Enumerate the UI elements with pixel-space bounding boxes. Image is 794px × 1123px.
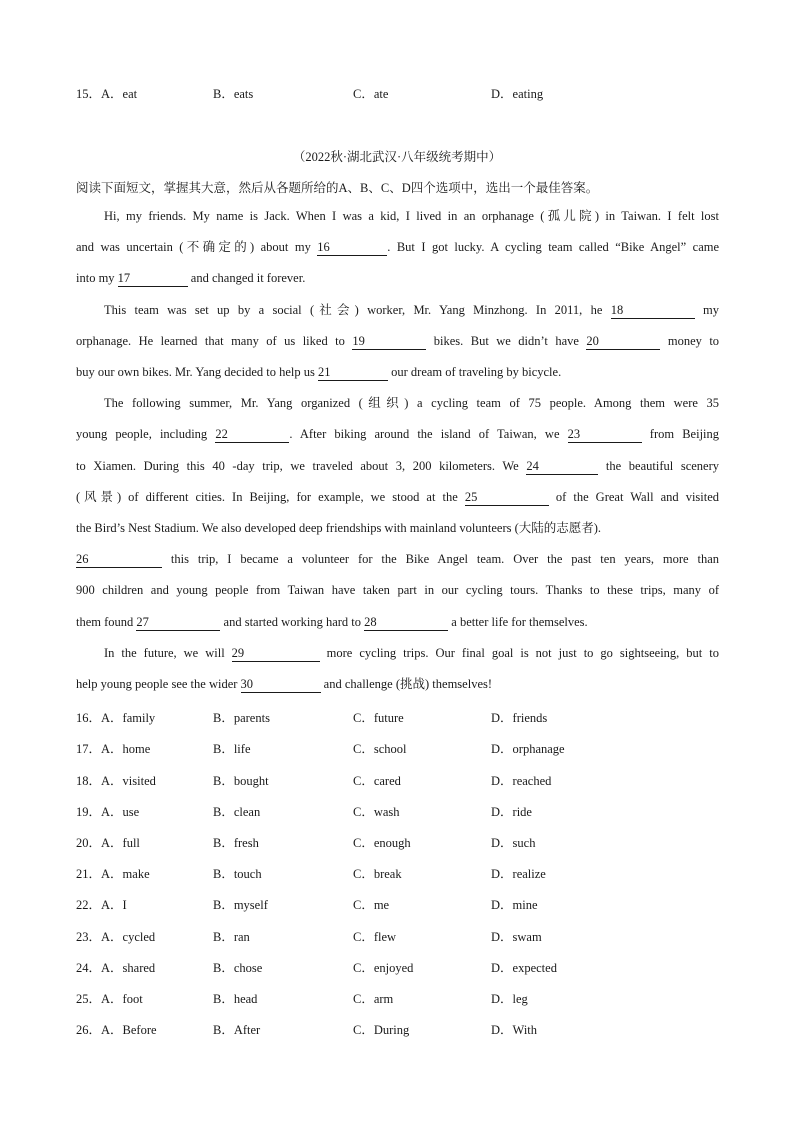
blank-20: 20 <box>586 334 660 350</box>
option-b: B．clean <box>213 805 261 819</box>
question-15-option-a: 15．A．eat <box>76 87 138 101</box>
option-d: D．With <box>491 1023 538 1037</box>
option-a: 20．A．full <box>76 836 140 850</box>
passage-line: and was uncertain (不确定的) about my 16 . But I got lucky. A cycling team called “Bike Angel” came <box>76 240 720 254</box>
option-a: 25．A．foot <box>76 992 143 1006</box>
passage-line: them found 27 and started working hard to 28 a better life for themselves. <box>76 615 588 629</box>
option-d: D．ride <box>491 805 532 819</box>
option-b: B．life <box>213 742 251 756</box>
blank-19: 19 <box>352 334 426 350</box>
blank-30: 30 <box>241 677 321 693</box>
option-d: D．realize <box>491 867 546 881</box>
question-15-option-c: C．ate <box>353 87 389 101</box>
option-b: B．bought <box>213 774 269 788</box>
option-a: 21．A．make <box>76 867 150 881</box>
option-c: C．break <box>353 867 402 881</box>
blank-18: 18 <box>611 303 695 319</box>
option-b: B．ran <box>213 930 250 944</box>
passage-line: to Xiamen. During this 40 -day trip, we traveled about 3, 200 kilometers. We 24 the beautiful scenery <box>76 459 720 473</box>
blank-27: 27 <box>136 615 220 631</box>
passage-line: young people, including 22 . After biking around the island of Taiwan, we 23 from Beijing <box>76 427 720 441</box>
option-c: C．wash <box>353 805 400 819</box>
option-d: D．expected <box>491 961 557 975</box>
question-15-option-b: B．eats <box>213 87 254 101</box>
passage-line: 26 this trip, I became a volunteer for the Bike Angel team. Over the past ten years, more than <box>76 552 719 566</box>
option-a: 22．A．I <box>76 898 127 912</box>
blank-23: 23 <box>568 427 642 443</box>
passage-line: buy our own bikes. Mr. Yang decided to help us 21 our dream of traveling by bicycle. <box>76 365 562 379</box>
option-d: D．swam <box>491 930 542 944</box>
blank-29: 29 <box>232 646 320 662</box>
question-15-option-d: D．eating <box>491 87 544 101</box>
blank-24: 24 <box>526 459 598 475</box>
option-a: 23．A．cycled <box>76 930 156 944</box>
passage-line: The following summer, Mr. Yang organized (组织) a cycling team of 75 people. Among them were 35 <box>104 396 719 410</box>
option-c: C．arm <box>353 992 394 1006</box>
passage-line: (风景) of different cities. In Beijing, for example, we stood at the 25 of the Great Wall and visited <box>76 490 720 504</box>
option-b: B．parents <box>213 711 270 725</box>
blank-25: 25 <box>465 490 549 506</box>
passage-line: In the future, we will 29 more cycling trips. Our final goal is not just to go sightseeing, but to <box>104 646 719 660</box>
option-d: D．friends <box>491 711 548 725</box>
option-c: C．school <box>353 742 407 756</box>
option-b: B．touch <box>213 867 262 881</box>
option-c: C．enough <box>353 836 411 850</box>
option-b: B．myself <box>213 898 268 912</box>
option-a: 19．A．use <box>76 805 140 819</box>
passage-line: orphanage. He learned that many of us liked to 19 bikes. But we didn’t have 20 money to <box>76 334 720 348</box>
option-c: C．flew <box>353 930 397 944</box>
option-d: D．orphanage <box>491 742 565 756</box>
passage-line: Hi, my friends. My name is Jack. When I was a kid, I lived in an orphanage (孤儿院) in Taiwan. I felt lost <box>104 209 719 223</box>
option-b: B．head <box>213 992 258 1006</box>
option-c: C．me <box>353 898 390 912</box>
passage-line: This team was set up by a social (社会) worker, Mr. Yang Minzhong. In 2011, he 18 my <box>104 303 720 317</box>
blank-26: 26 <box>76 552 162 568</box>
option-c: C．During <box>353 1023 410 1037</box>
option-b: B．After <box>213 1023 261 1037</box>
option-d: D．mine <box>491 898 538 912</box>
blank-16: 16 <box>317 240 387 256</box>
option-c: C．future <box>353 711 404 725</box>
option-a: 24．A．shared <box>76 961 156 975</box>
exam-source: （2022秋·湖北武汉·八年级统考期中） <box>292 150 502 164</box>
option-a: 17．A．home <box>76 742 151 756</box>
passage-line: into my 17 and changed it forever. <box>76 271 306 285</box>
option-d: D．reached <box>491 774 552 788</box>
option-c: C．cared <box>353 774 401 788</box>
blank-22: 22 <box>215 427 289 443</box>
passage-line: help young people see the wider 30 and challenge (挑战) themselves! <box>76 677 493 691</box>
instructions: 阅读下面短文，掌握其大意，然后从各题所给的A、B、C、D四个选项中，选出一个最佳答案。 <box>76 181 599 195</box>
passage-line: the Bird’s Nest Stadium. We also developed deep friendships with mainland volunteers (大陆的志愿者). <box>76 521 602 535</box>
passage-line: 900 children and young people from Taiwan have taken part in our cycling tours. Thanks to these trips, many of <box>76 583 719 597</box>
option-b: B．chose <box>213 961 263 975</box>
blank-28: 28 <box>364 615 448 631</box>
option-b: B．fresh <box>213 836 259 850</box>
option-d: D．leg <box>491 992 528 1006</box>
option-a: 16．A．family <box>76 711 156 725</box>
option-c: C．enjoyed <box>353 961 414 975</box>
blank-17: 17 <box>118 271 188 287</box>
option-a: 18．A．visited <box>76 774 156 788</box>
option-a: 26．A．Before <box>76 1023 157 1037</box>
option-d: D．such <box>491 836 536 850</box>
blank-21: 21 <box>318 365 388 381</box>
